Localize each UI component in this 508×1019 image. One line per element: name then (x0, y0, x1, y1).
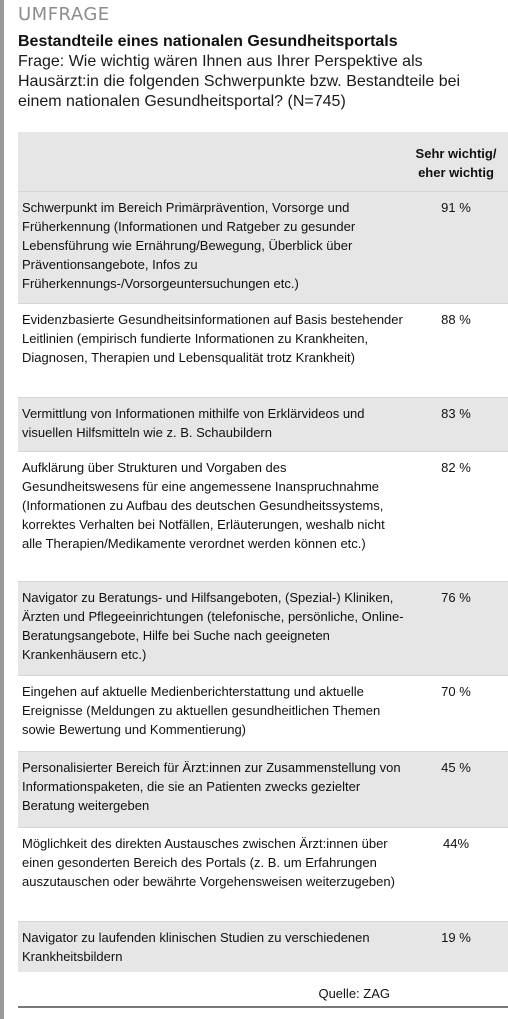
row-value: 82 % (441, 460, 471, 475)
source-note: Quelle: ZAG (318, 986, 390, 1001)
results-table (18, 132, 508, 972)
table-header-row (18, 132, 508, 192)
row-label: Vermittlung von Informationen mithilfe von Erklärvideos und visuellen Hilfsmitteln wie z. B. Schaubildern (22, 406, 365, 440)
row-label: Personalisierter Bereich für Ärzt:innen zur Zusammenstellung von Informationspaketen, die sie an Patienten zwecks gezielter Beratung weitergeben (22, 760, 401, 813)
table-row (18, 676, 508, 752)
row-value: 44% (442, 836, 470, 851)
table-row (18, 452, 508, 582)
row-value: 91 % (441, 200, 471, 215)
row-value: 76 % (441, 590, 471, 605)
row-value: 45 % (441, 760, 471, 775)
row-label: Schwerpunkt im Bereich Primärprävention, Vorsorge und Früherkennung (Informationen und Ratgeber zu gesunder Lebensführung wie Ernährung/Bewegung, Überblick über Präventionsangebote, Infos zu Früherkennungs-/Vorsorgeuntersuchungen etc.) (22, 200, 356, 291)
survey-question: Frage: Wie wichtig wären Ihnen aus Ihrer Perspektive als Hausärzt:in die folgenden Schwerpunkte bzw. Bestandteile bei einem nationalen Gesundheitsportal? (N=745) (18, 53, 461, 110)
row-label: Möglichkeit des direkten Austausches zwischen Ärzt:innen über einen gesonderten Bereich des Portals (z. B. um Erfahrungen auszutauschen oder bewährte Vorgehensweisen weiterzugeben) (22, 836, 395, 889)
column-header-importance: Sehr wichtig/ eher wichtig (415, 146, 497, 180)
row-value: 83 % (441, 406, 471, 421)
row-label: Navigator zu Beratungs- und Hilfsangeboten, (Spezial-) Kliniken, Ärzten und Pflegeeinrichtungen (telefonische, persönliche, Online-Beratungsangebote, Hilfe bei Suche nach geeigneten Krankenhäusern etc.) (22, 590, 404, 662)
kicker-label: UMFRAGE (18, 4, 110, 25)
table-row (18, 398, 508, 452)
survey-title: Bestandteile eines nationalen Gesundheitsportals (18, 33, 398, 50)
row-value: 19 % (441, 930, 471, 945)
row-label: Evidenzbasierte Gesundheitsinformationen auf Basis bestehender Leitlinien (empirisch fundierte Informationen zu Krankheiten, Diagnosen, Therapien und Lebensqualität trotz Krankheit) (22, 312, 403, 365)
table-row (18, 828, 508, 922)
table-row (18, 752, 508, 828)
row-label: Navigator zu laufenden klinischen Studien zu verschiedenen Krankheitsbildern (22, 930, 370, 964)
table-row (18, 582, 508, 676)
table-row (18, 304, 508, 398)
row-label: Eingehen auf aktuelle Medienberichterstattung und aktuelle Ereignisse (Meldungen zu aktuellen gesundheitlichen Themen sowie Bewertung und Kommentierung) (22, 684, 381, 737)
table-row (18, 192, 508, 304)
row-value: 88 % (441, 312, 471, 327)
table-row (18, 922, 508, 972)
bottom-rule (18, 1006, 508, 1008)
row-label: Aufklärung über Strukturen und Vorgaben des Gesundheitswesens für eine angemessene Inanspruchnahme (Informationen zu Aufbau des deutschen Gesundheitssystems, korrektes Verhalten bei Notfällen, Erläuterungen, weshalb nicht alle Therapien/Medikamente verordnet werden können etc.) (22, 460, 385, 551)
row-value: 70 % (441, 684, 471, 699)
